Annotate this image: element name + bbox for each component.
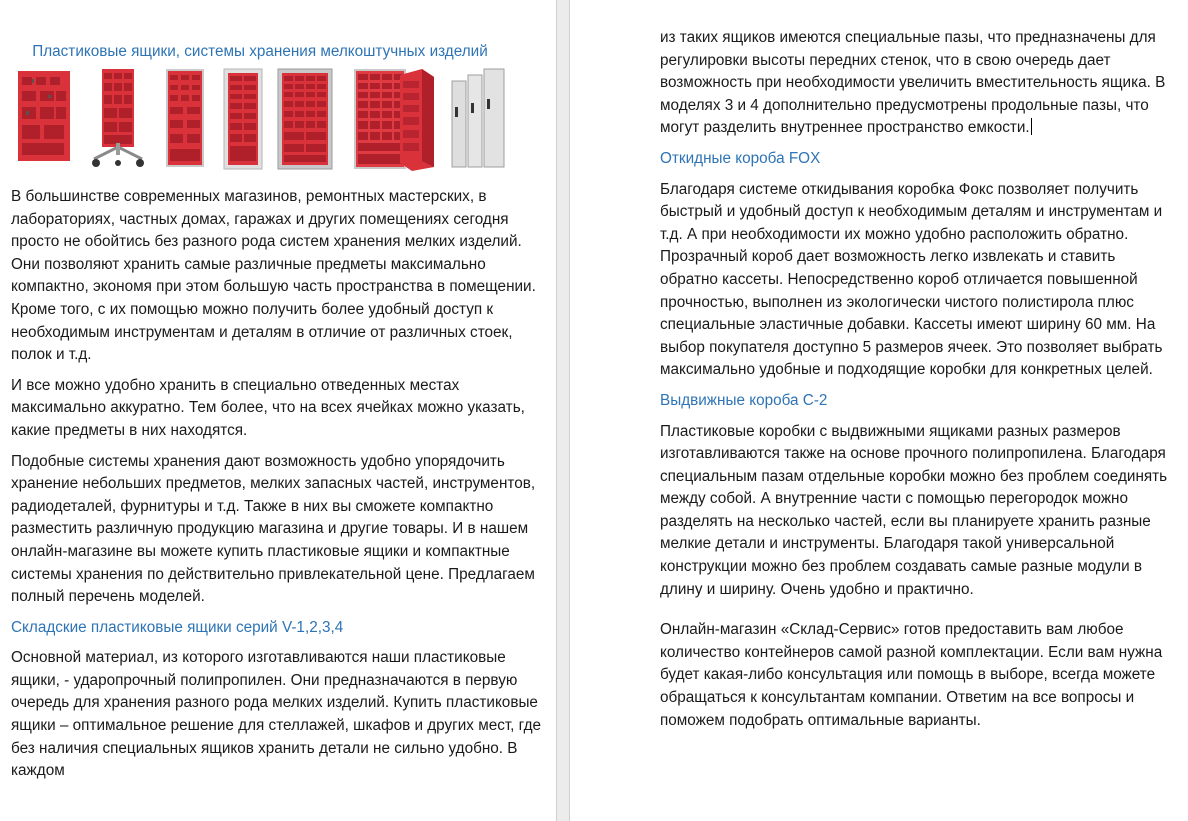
document-page-left[interactable] (0, 0, 556, 821)
heading-v-series: Складские пластиковые ящики серий V-1,2,3,4 (11, 618, 344, 636)
page-gutter (556, 0, 570, 821)
wall-panel-with-bins-image (14, 67, 74, 171)
sliding-cabinet-image (450, 67, 508, 171)
tall-rack-red-image (160, 67, 210, 171)
paragraph-c2: Пластиковые коробки с выдвижными ящиками разных размеров изготавливаются также на основе прочного полипропилена. Благодаря специальным пазам отдельные коробки можно без проблем соединять между собой. А внутренние части с помощью перегородок можно разделять на несколько частей, если вы планируете хранить разные мелкие детали и инструменты. Благодаря такой универсальной конструкции можно без проблем создавать самые разные модули в длину и ширину. Очень удобно и практично. (660, 422, 1168, 598)
left-text-column[interactable] (11, 186, 541, 791)
text-cursor (1031, 118, 1032, 135)
heading-c2: Выдвижные короба С-2 (660, 391, 828, 409)
paragraph-storage: И все можно удобно хранить в специально отведенных местах максимально аккуратно. Тем более, что на всех ячейках можно указать, какие предметы в них находятся. (11, 376, 525, 439)
paragraph-v-series: Основной материал, из которого изготавливаются наши пластиковые ящики, - ударопрочный полипропилен. Они предназначаются в первую очередь для хранения разного рода мелких изделий. Купить пластиковые ящики – оптимальное решение для стеллажей, шкафов и других мест, где без наличия специальных ящиков хранить детали не сильно удобно. В каждом (11, 649, 541, 780)
continuation-text: из таких ящиков имеются специальные пазы, что предназначены для регулировки высоты передних стенок, что в свою очередь дает возможность при необходимости увеличить вместительность ящика. В моделях 3 и 4 дополнительно предусмотрены продольные пазы, что могут разделить внутреннее пространство емкости. (660, 29, 1166, 137)
paragraph-final: Онлайн-магазин «Склад-Сервис» готов предоставить вам любое количество контейнеров самой разной комплектации. Если вам нужна будет какая-либо консультация или помощь в выборе, всегда можете обращаться к консультантам компании. Ответим на все вопросы и поможем подобрать оптимальные варианты. (660, 621, 1163, 729)
paragraph-intro: В большинстве современных магазинов, ремонтных мастерских, в лабораториях, частных домах, гаражах и других помещениях сегодня просто не обойтись без разного рода систем хранения мелких изделий. Они позволяют хранить самые различные предметы максимально компактно, экономя при этом большую часть пространства в помещении. Кроме того, с их помощью можно получить более удобный доступ к необходимым инструментам и деталям в отличие от различных стоек, полок и т.д. (11, 188, 536, 364)
document-page-right[interactable] (570, 0, 1188, 821)
paragraph-systems: Подобные системы хранения дают возможность удобно упорядочить хранение небольших предметов, мелких запасных частей, инструментов, радиодеталей, фурнитуры и т.д. Также в них вы сможете компактно разместить различную продукцию магазина и другие товары. И в нашем онлайн-магазине вы можете купить пластиковые ящики и компактные системы хранения по действительно привлекательной цене. Предлагаем полный перечень моделей. (11, 452, 536, 606)
tall-rack-white-frame-image (220, 67, 266, 171)
heading-fox: Откидные короба FOX (660, 149, 821, 167)
mobile-trolley-with-bins-image (88, 67, 148, 171)
product-image-strip (14, 67, 508, 171)
rotating-rack-image (394, 67, 440, 171)
paragraph-fox: Благодаря системе откидывания коробка Фокс позволяет получить быстрый и удобный доступ к необходимым деталям и инструментам и т.д. А при необходимости их можно удобно расположить обратно. Прозрачный короб дает возможность легко извлекать и ставить обратно кассеты. Непосредственно короб отличается повышенной прочностью, выполнен из экологически чистого полистирола плюс специальные эластичные добавки. Кассеты имеют ширину 60 мм. На выбор покупателя доступно 5 размеров ячеек. Это позволяет выбрать максимально удобные и подходящие коробки для конкретных целей. (660, 180, 1163, 379)
document-title: Пластиковые ящики, системы хранения мелкоштучных изделий (32, 43, 488, 60)
paragraph-v-series-continuation (660, 27, 1175, 140)
cabinet-with-drawers-image (274, 67, 336, 171)
right-text-column[interactable] (660, 27, 1175, 740)
